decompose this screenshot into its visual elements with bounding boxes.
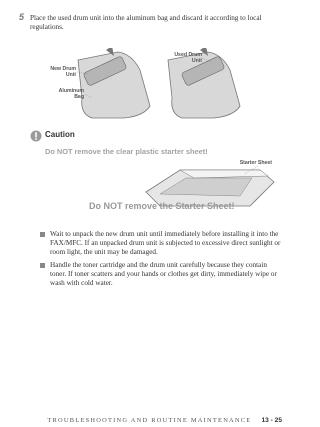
caution-text: Do NOT remove the clear plastic starter sheet! [45, 147, 208, 156]
step-number: 5 [19, 12, 25, 22]
aluminum-bag-right [168, 52, 240, 118]
notes-list [40, 230, 282, 292]
step-text: Place the used drum unit into the aluminum bag and discard it according to local regulations. [30, 14, 262, 31]
page-footer [0, 409, 282, 427]
footer-section-title: TROUBLESHOOTING AND ROUTINE MAINTENANCE [47, 417, 252, 424]
list-item [40, 230, 282, 257]
bullet-square-icon [40, 263, 45, 268]
label-used-drum-unit: Unit [191, 58, 202, 64]
bullet-text: Handle the toner cartridge and the drum unit carefully because they contain toner. If toner scatters and your hands or clothes get dirty, immediately wipe or wash with cold water. [50, 261, 277, 287]
caution-title: Caution [45, 130, 75, 139]
bullet-square-icon [40, 232, 45, 237]
label-aluminum-bag: Bag [74, 94, 84, 100]
caution-icon [30, 130, 42, 142]
label-used-drum: Used Drum [174, 52, 202, 58]
page-number: 13 - 25 [261, 417, 282, 424]
label-aluminum: Aluminum [58, 88, 84, 94]
drum-bag-illustration [40, 48, 270, 120]
label-new-drum-unit: Unit [65, 72, 76, 78]
starter-sheet-banner: Do NOT remove the Starter Sheet! [89, 201, 235, 211]
label-new-drum: New Drum [50, 66, 76, 72]
list-item [40, 261, 282, 288]
label-starter-sheet: Starter Sheet [239, 160, 272, 166]
bullet-text: Wait to unpack the new drum unit until immediately before installing it into the FAX/MFC. If an unpacked drum unit is subjected to excessive direct sunlight or room light, the unit may be damaged. [50, 230, 281, 256]
step-5 [19, 12, 280, 32]
